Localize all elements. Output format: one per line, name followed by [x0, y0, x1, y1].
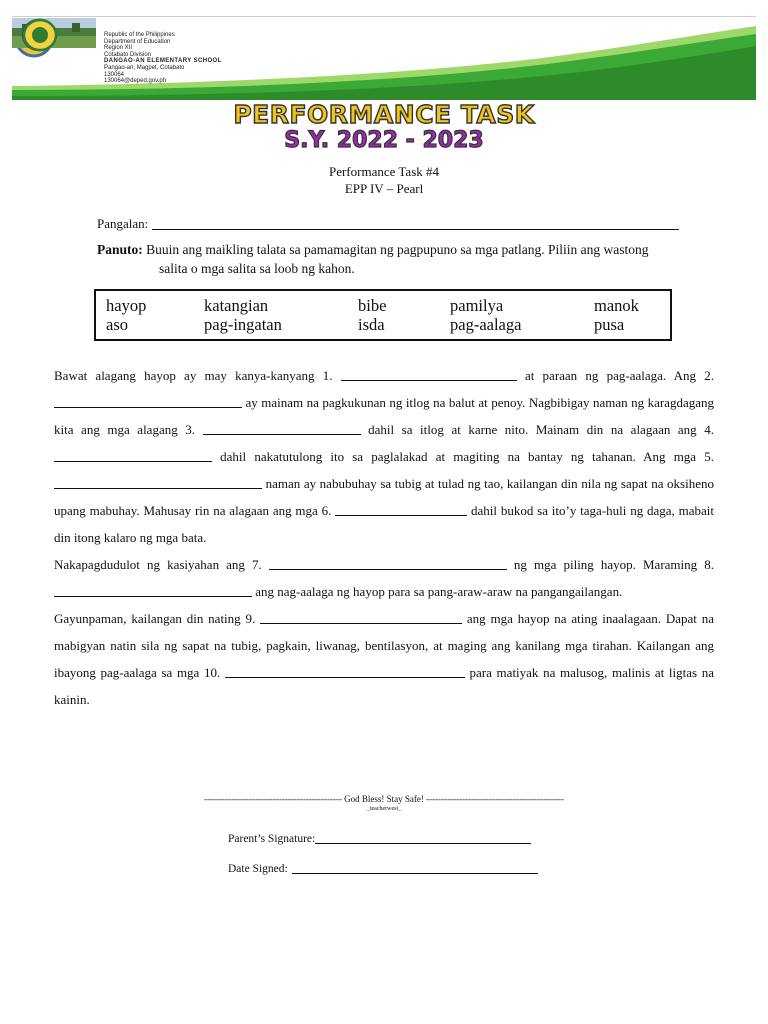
paragraph-text: naman ay nabubuhay sa tubig at tulad ng tao, kailangan din nila ng sapat na oksiheno upang mabuhay. Mahusay rin na alagaan ang mga 6.	[54, 476, 714, 518]
word-bank-item: pusa	[594, 315, 625, 334]
name-field[interactable]	[152, 217, 679, 230]
directions	[97, 240, 717, 278]
word-bank-item: katangian	[204, 296, 269, 315]
word-bank-item: pag-ingatan	[204, 315, 282, 334]
date-signed-row	[228, 862, 538, 875]
blank-8[interactable]	[54, 583, 252, 597]
word-bank-item: manok	[594, 296, 639, 315]
date-signed-label: Date Signed:	[228, 863, 288, 875]
blank-1[interactable]	[341, 367, 517, 381]
author-signature: _teacherwest_	[366, 806, 402, 812]
school-line: Republic of the Philippines	[104, 32, 175, 38]
page-title: PERFORMANCE TASK	[233, 100, 535, 129]
word-bank-item: pag-aalaga	[450, 315, 522, 334]
blank-6[interactable]	[335, 502, 467, 516]
paragraph-text: Nakapagdudulot ng kasiyahan ang 7.	[54, 557, 269, 572]
blank-3[interactable]	[203, 421, 361, 435]
paragraph-2	[54, 551, 714, 605]
paragraph-text: ang mga hayop na ating inaalagaan. Dapat na mabigyan natin sila ng sapat na tubig, pagkain, liwanag, bentilasyon, at maging ang kanilang mga tirahan. Kailangan ang ibayong pag-aalaga sa mga 10.	[54, 611, 714, 680]
directions-label: Panuto:	[97, 242, 143, 257]
paragraph-text: dahil bukod sa ito’y taga-huli ng daga, mabait din itong kalaro ng mga bata.	[54, 503, 714, 545]
parent-signature-row	[228, 832, 531, 845]
blank-5[interactable]	[54, 475, 262, 489]
word-bank-row	[106, 315, 666, 334]
paragraph-1	[54, 362, 714, 551]
paragraph-3	[54, 605, 714, 713]
word-bank-item: hayop	[106, 296, 147, 315]
header-banner	[12, 18, 756, 100]
directions-text-line2: salita o mga salita sa loob ng kahon.	[159, 261, 355, 276]
school-line: 130064@deped.gov.ph	[104, 78, 167, 85]
paragraph-text: Gayunpaman, kailangan din nating 9.	[54, 611, 261, 626]
top-rule	[12, 16, 756, 17]
subject-title: EPP IV – Pearl	[344, 181, 424, 196]
word-bank-item: bibe	[358, 296, 387, 315]
date-signed-field[interactable]	[292, 862, 538, 874]
school-line: 130064	[104, 71, 125, 78]
word-bank-box	[94, 289, 672, 341]
word-bank-item: aso	[106, 315, 128, 334]
parent-signature-field[interactable]	[315, 832, 531, 844]
blank-10[interactable]	[225, 664, 465, 678]
name-row	[97, 216, 679, 232]
parent-signature-label: Parent’s Signature:	[228, 833, 316, 845]
school-line: Region XII	[104, 45, 133, 52]
paragraph-text: ang nag-aalaga ng hayop para sa pang-araw-araw na pangangailangan.	[252, 584, 623, 599]
paragraph-text: Bawat alagang hayop ay may kanya-kanyang 1.	[54, 368, 341, 383]
paragraph-text: ng mga piling hayop. Maraming 8.	[506, 557, 714, 572]
task-number: Performance Task #4	[328, 164, 440, 179]
school-line: Department of Education	[104, 38, 171, 45]
blank-2[interactable]	[54, 394, 242, 408]
word-bank-row	[106, 296, 666, 315]
paragraph-text: dahil nakatutulong ito sa paglalakad at magiting na bantay ng tahanan. Ang mga 5.	[212, 449, 714, 464]
blessing-line: ---------------------------------------------- God Bless! Stay Safe! ----------------------------------------------	[204, 794, 564, 804]
name-label: Pangalan:	[97, 216, 149, 231]
school-name: DANGAO-AN ELEMENTARY SCHOOL	[104, 58, 222, 65]
fill-in-paragraph	[54, 362, 714, 713]
word-bank-item: isda	[358, 315, 385, 334]
school-line: Cotabato Division	[104, 51, 152, 58]
blank-9[interactable]	[260, 610, 462, 624]
school-year-title: S.Y. 2022 - 2023	[284, 128, 484, 153]
school-line: Pangao-an, Magpet, Cotabato	[104, 64, 185, 71]
blank-4[interactable]	[54, 448, 212, 462]
directions-text-line1: Buuin ang maikling talata sa pamamagitan ng pagpupuno sa mga patlang. Piliin ang wastong	[146, 242, 649, 257]
word-bank-item: pamilya	[450, 296, 504, 315]
school-info	[104, 32, 222, 85]
school-badge-icon	[12, 18, 68, 52]
paragraph-text: at paraan ng pag-aalaga. Ang 2.	[516, 368, 715, 383]
paragraph-text: dahil sa itlog at karne nito. Mainam din na alagaan ang 4.	[360, 422, 714, 437]
paragraph-text: ay mainam na pagkukunan ng itlog na balut at penoy. Nagbibigay naman ng karagdagang kita ang mga alagang 3.	[54, 395, 714, 437]
blank-7[interactable]	[269, 556, 507, 570]
paragraph-text: para matiyak na malusog, malinis at ligtas na kainin.	[54, 665, 714, 707]
